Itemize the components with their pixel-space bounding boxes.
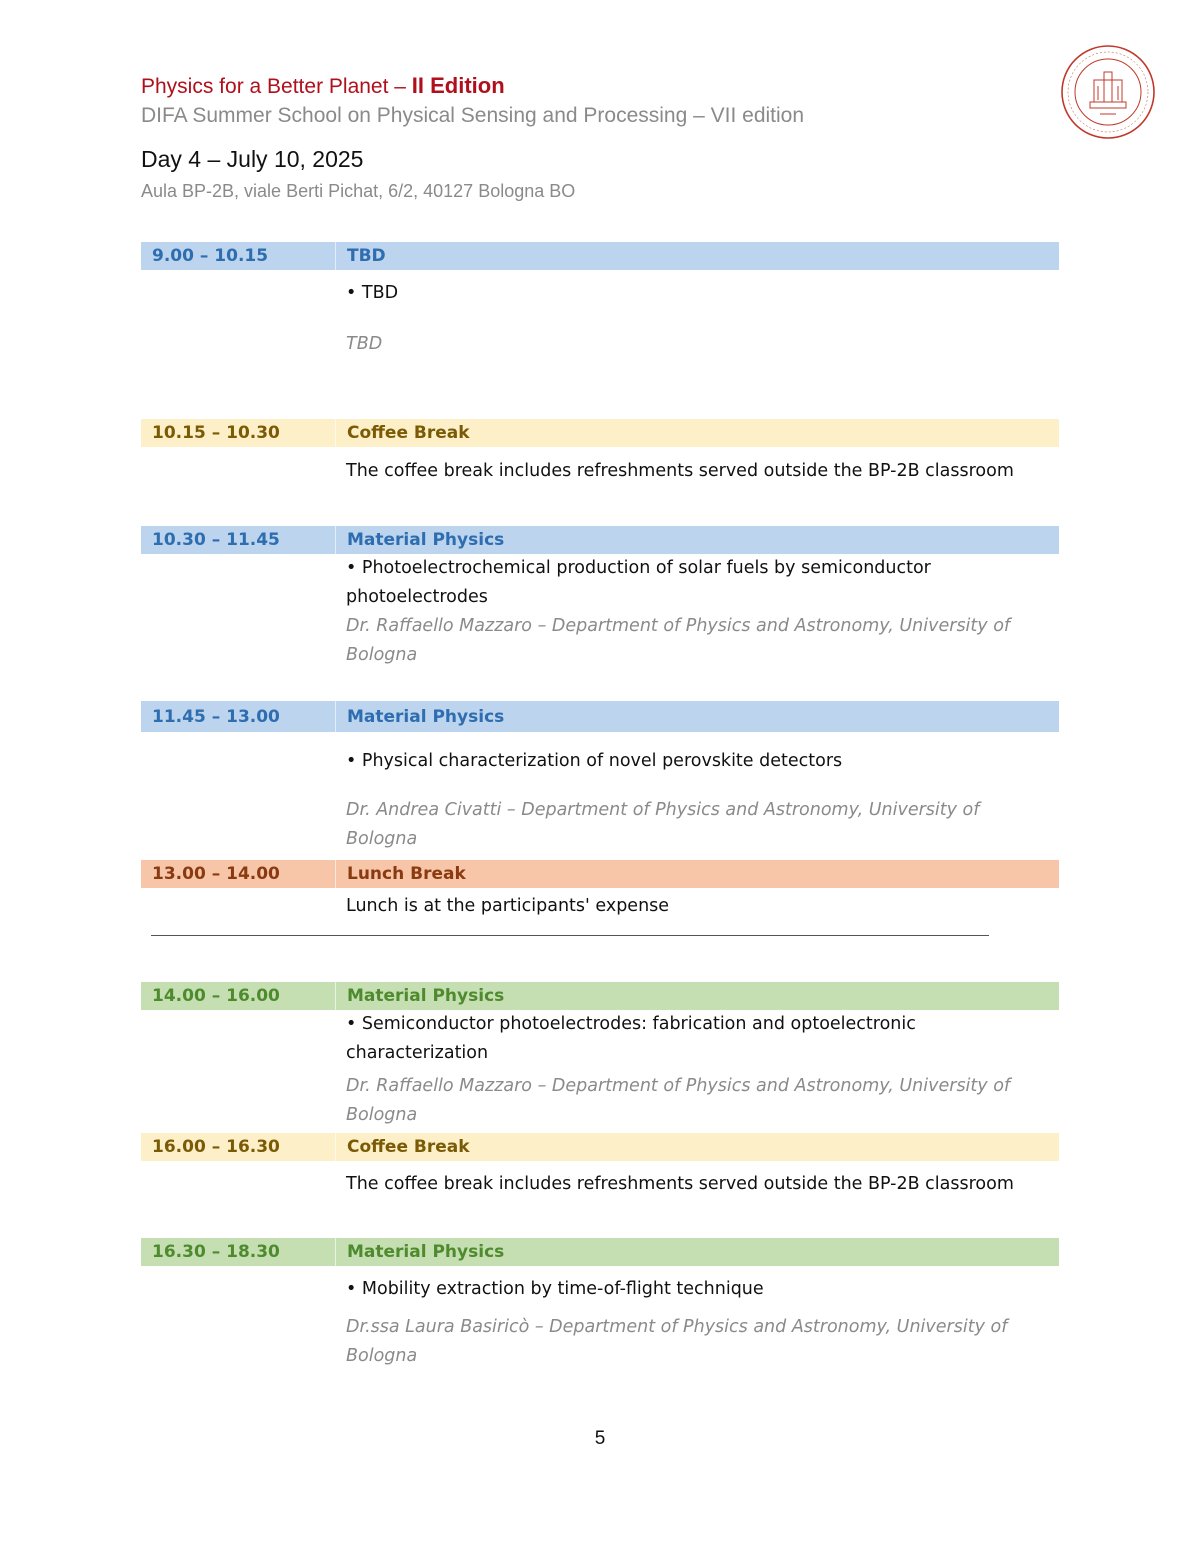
- cell-divider: [335, 1133, 336, 1161]
- session-body: [346, 747, 1016, 854]
- cell-divider: [335, 419, 336, 447]
- session-body: [346, 1170, 1016, 1199]
- session-time: 9.00 – 10.15: [152, 246, 269, 266]
- session-time: 14.00 – 16.00: [152, 986, 280, 1006]
- session-time: 16.30 – 18.30: [152, 1242, 280, 1262]
- session-block: [141, 982, 1059, 1130]
- school-subtitle: DIFA Summer School on Physical Sensing and Processing – VII edition: [141, 104, 805, 127]
- session-header-bar: [141, 1238, 1059, 1266]
- session-header-bar: [141, 419, 1059, 447]
- talk-speaker: Dr.ssa Laura Basiricò – Department of Physics and Astronomy, University of Bologna: [346, 1317, 1008, 1366]
- session-header-bar: [141, 982, 1059, 1010]
- session-header-bar: [141, 1133, 1059, 1161]
- session-header-bar: [141, 860, 1059, 888]
- session-block: [141, 701, 1059, 854]
- talk-speaker: Dr. Raffaello Mazzaro – Department of Physics and Astronomy, University of Bologna: [346, 1076, 1011, 1125]
- session-time: 11.45 – 13.00: [152, 706, 280, 727]
- session-header-bar: [141, 242, 1059, 270]
- session-block: [141, 1133, 1059, 1199]
- cell-divider: [335, 701, 336, 732]
- session-title: Material Physics: [347, 1242, 505, 1262]
- cell-divider: [335, 1238, 336, 1266]
- cell-divider: [335, 982, 336, 1010]
- session-header-bar: [141, 526, 1059, 554]
- edition-label: II Edition: [411, 73, 505, 98]
- session-block: [141, 242, 1059, 359]
- venue-address: Aula BP-2B, viale Berti Pichat, 6/2, 40127 Bologna BO: [141, 181, 576, 201]
- break-note: Lunch is at the participants' expense: [346, 896, 670, 916]
- talk-title: • Photoelectrochemical production of solar fuels by semiconductor photoelectrodes: [346, 558, 931, 607]
- session-body: [346, 279, 1016, 359]
- session-body: [346, 1010, 1016, 1130]
- session-body: [346, 554, 1016, 670]
- talk-title: • TBD: [346, 283, 399, 303]
- break-note: The coffee break includes refreshments served outside the BP-2B classroom: [346, 1174, 1014, 1194]
- talk-title: • Mobility extraction by time-of-flight technique: [346, 1279, 764, 1299]
- session-body: [346, 457, 1016, 486]
- school-title: [141, 70, 1041, 103]
- talk-title: • Physical characterization of novel perovskite detectors: [346, 751, 843, 771]
- school-title-text: Physics for a Better Planet –: [141, 75, 412, 98]
- session-body: [346, 1275, 1016, 1371]
- session-time: 16.00 – 16.30: [152, 1137, 280, 1157]
- break-note: The coffee break includes refreshments served outside the BP-2B classroom: [346, 461, 1014, 481]
- session-time: 10.15 – 10.30: [152, 423, 280, 443]
- session-title: Lunch Break: [347, 864, 466, 884]
- session-title: Coffee Break: [347, 423, 470, 443]
- cell-divider: [335, 860, 336, 888]
- session-block: [141, 1238, 1059, 1371]
- session-header-bar: [141, 701, 1059, 732]
- session-title: Material Physics: [347, 986, 505, 1006]
- afternoon-divider: [151, 935, 989, 936]
- session-title: Coffee Break: [347, 1137, 470, 1157]
- document-header: [141, 70, 1041, 204]
- session-title: Material Physics: [347, 530, 505, 550]
- session-block: [141, 419, 1059, 486]
- page-number: 5: [594, 1428, 606, 1449]
- university-seal-icon: [1060, 44, 1156, 140]
- cell-divider: [335, 526, 336, 554]
- day-heading: Day 4 – July 10, 2025: [141, 146, 364, 172]
- cell-divider: [335, 242, 336, 270]
- talk-speaker: TBD: [346, 334, 383, 354]
- session-title: TBD: [347, 246, 386, 266]
- session-block: [141, 526, 1059, 670]
- session-time: 10.30 – 11.45: [152, 530, 280, 550]
- talk-speaker: Dr. Raffaello Mazzaro – Department of Physics and Astronomy, University of Bologna: [346, 616, 1011, 665]
- session-body: [346, 892, 1016, 921]
- session-block: [141, 860, 1059, 921]
- session-time: 13.00 – 14.00: [152, 864, 280, 884]
- talk-title: • Semiconductor photoelectrodes: fabrication and optoelectronic characterization: [346, 1014, 916, 1063]
- session-title: Material Physics: [347, 706, 505, 727]
- talk-speaker: Dr. Andrea Civatti – Department of Physics and Astronomy, University of Bologna: [346, 800, 980, 849]
